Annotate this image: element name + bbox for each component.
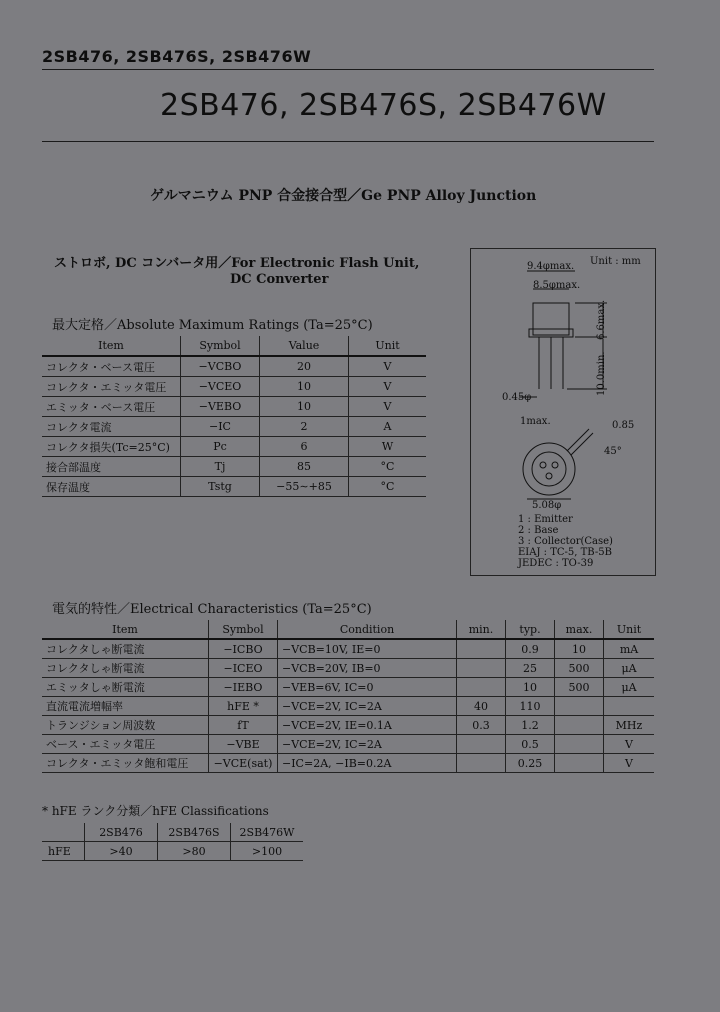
table-row [42,377,426,397]
cell: コレクタ・エミッタ電圧 [46,380,167,394]
col-header: 2SB476W [231,823,304,842]
cell: −IEBO [209,678,278,697]
cell: コレクタしゃ断電流 [46,643,145,656]
cell [457,659,506,678]
dim-45-deg: 45° [604,446,622,457]
cell: コレクタ損失(Tc=25°C) [46,440,170,454]
col-header: 2SB476S [158,823,231,842]
cell: −VCB=10V, IE=0 [278,639,457,659]
table-row [42,397,426,417]
cell: Tstg [181,477,260,497]
col-value: Value [260,336,349,356]
table-row [42,457,426,477]
cell: >80 [158,842,231,861]
cell: 保存温度 [46,480,90,494]
col-max: max. [555,620,604,639]
legend-line: 1 : Emitter [518,514,573,525]
cell: 0.9 [506,639,555,659]
cell: −VCE=2V, IC=2A [278,697,457,716]
cell: 1.2 [506,716,555,735]
header-rule [42,69,654,70]
dim-9-4: 9.4φmax. [527,261,575,272]
table-row [42,697,654,716]
elec-heading: 電気的特性／Electrical Characteristics (Ta=25°C) [52,602,372,617]
cell: MHz [604,716,655,735]
cell: 0.3 [457,716,506,735]
application-line-2: DC Converter [230,272,329,287]
cell: μA [604,659,655,678]
col-condition: Condition [278,620,457,639]
table-row [42,678,654,697]
page-title: 2SB476, 2SB476S, 2SB476W [160,88,607,123]
cell [457,639,506,659]
cell: >40 [85,842,158,861]
header-part-numbers: 2SB476, 2SB476S, 2SB476W [42,47,312,66]
table-row [42,716,654,735]
col-item: Item [42,336,181,356]
cell: −VCB=20V, IB=0 [278,659,457,678]
cell: V [604,754,655,773]
cell [555,697,604,716]
cell: 10 [555,639,604,659]
cell [555,754,604,773]
elec-table [42,620,654,773]
cell: °C [349,457,427,477]
cell [457,678,506,697]
cell: コレクタ・エミッタ飽和電圧 [46,757,189,770]
cell: 85 [260,457,349,477]
col-header: 2SB476 [85,823,158,842]
cell: −VCBO [181,356,260,377]
cell: ベース・エミッタ電圧 [46,738,156,751]
cell: −IC [181,417,260,437]
cell: μA [604,678,655,697]
cell: fT [209,716,278,735]
cell: 直流電流増幅率 [46,700,123,713]
col-unit: Unit [604,620,655,639]
dim-1max: 1max. [520,416,551,427]
cell: −VCE(sat) [209,754,278,773]
cell: −VEB=6V, IC=0 [278,678,457,697]
col-item: Item [42,620,209,639]
table-row [42,842,303,861]
cell: 500 [555,678,604,697]
legend-line: JEDEC : TO-39 [518,558,594,569]
cell: 10 [260,377,349,397]
cell: トランジション周波数 [46,719,156,732]
dim-0-45: 0.45φ [502,392,532,403]
row-label: hFE [48,844,71,858]
cell: V [349,377,427,397]
cell: コレクタ電流 [46,420,112,434]
hfe-class-note: * hFE ランク分類／hFE Classifications [42,804,269,818]
unit-label: Unit : mm [590,256,641,267]
cell: 接合部温度 [46,460,101,474]
legend-line: 3 : Collector(Case) [518,536,613,547]
col-unit: Unit [349,336,427,356]
cell: >100 [231,842,304,861]
cell [457,735,506,754]
table-row [42,477,426,497]
table-row [42,639,654,659]
table-row [42,754,654,773]
cell: °C [349,477,427,497]
cell: エミッタ・ベース電圧 [46,400,156,414]
cell: 0.5 [506,735,555,754]
cell [604,697,655,716]
cell: 0.25 [506,754,555,773]
abs-max-heading: 最大定格／Absolute Maximum Ratings (Ta=25°C) [52,318,373,333]
dim-6-6: 6.6max. [596,299,607,340]
cell: −VCE=2V, IC=2A [278,735,457,754]
cell: コレクタ・ベース電圧 [46,360,156,374]
cell: W [349,437,427,457]
subtitle: ゲルマニウム PNP 合金接合型／Ge PNP Alloy Junction [150,188,537,204]
cell: −ICBO [209,639,278,659]
hfe-class-table [42,823,303,861]
cell: −VCEO [181,377,260,397]
col-typ: typ. [506,620,555,639]
dim-5-08: 5.08φ [532,500,562,511]
cell: 20 [260,356,349,377]
pin-legend [518,514,613,569]
cell: エミッタしゃ断電流 [46,681,145,694]
table-row [42,735,654,754]
title-rule [42,141,654,142]
cell: −ICEO [209,659,278,678]
cell: 25 [506,659,555,678]
cell: −VBE [209,735,278,754]
application-line-1: ストロボ, DC コンバータ用／For Electronic Flash Unit, [54,256,420,271]
cell: 6 [260,437,349,457]
cell: −IC=2A, −IB=0.2A [278,754,457,773]
cell: hFE * [209,697,278,716]
cell [555,735,604,754]
col-symbol: Symbol [209,620,278,639]
dim-8-5: 8.5φmax. [533,280,581,291]
legend-line: 2 : Base [518,525,559,536]
cell: 40 [457,697,506,716]
table-row [42,417,426,437]
cell: 2 [260,417,349,437]
table-row [42,437,426,457]
dim-10-0: 10.0min. [596,351,607,396]
cell: コレクタしゃ断電流 [46,662,145,675]
cell: −VCE=2V, IE=0.1A [278,716,457,735]
cell: V [349,397,427,417]
abs-max-table [42,336,426,497]
legend-line: EIAJ : TC-5, TB-5B [518,547,612,558]
cell [457,754,506,773]
table-row [42,659,654,678]
cell: V [604,735,655,754]
cell: −VEBO [181,397,260,417]
cell: mA [604,639,655,659]
cell: 10 [506,678,555,697]
cell: Tj [181,457,260,477]
dim-0-85: 0.85 [612,420,635,431]
cell [555,716,604,735]
cell: 500 [555,659,604,678]
cell: 110 [506,697,555,716]
col-symbol: Symbol [181,336,260,356]
cell: 10 [260,397,349,417]
cell: V [349,356,427,377]
cell: A [349,417,427,437]
cell: Pc [181,437,260,457]
cell: −55∼+85 [260,477,349,497]
table-row [42,356,426,377]
col-min: min. [457,620,506,639]
